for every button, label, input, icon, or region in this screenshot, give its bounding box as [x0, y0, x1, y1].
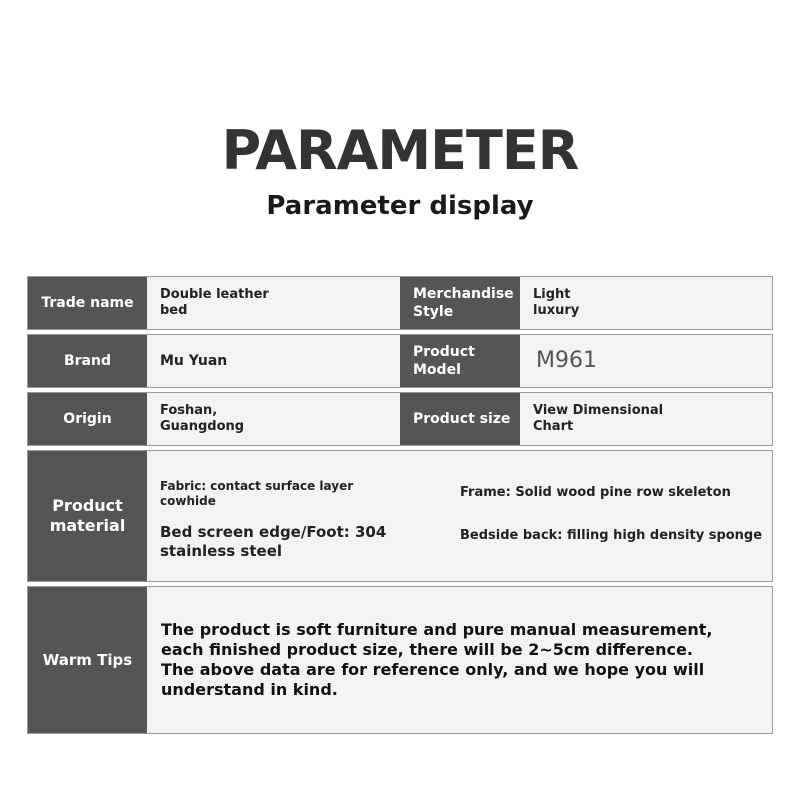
row-origin [27, 392, 773, 446]
row-warm-tips [27, 586, 773, 734]
row-brand [27, 334, 773, 388]
value-merchandise-style: Light luxury [520, 277, 772, 329]
value-product-size: View Dimensional Chart [520, 393, 772, 445]
value-trade-name: Double leather bed [147, 277, 400, 329]
row-product-material [27, 450, 773, 582]
label-product-size: Product size [400, 393, 520, 445]
label-warm-tips: Warm Tips [28, 587, 147, 733]
value-brand: Mu Yuan [147, 335, 400, 387]
value-origin: Foshan, Guangdong [147, 393, 400, 445]
label-product-material: Product material [28, 451, 147, 581]
label-product-model: Product Model [400, 335, 520, 387]
material-bed-screen: Bed screen edge/Foot: 304 stainless steel [160, 523, 387, 560]
row-trade-name [27, 276, 773, 330]
page-title: PARAMETER [221, 119, 579, 182]
material-fabric: Fabric: contact surface layer cowhide [160, 479, 354, 508]
material-bedside: Bedside back: filling high density sponge [460, 528, 763, 543]
label-origin: Origin [28, 393, 147, 445]
material-frame: Frame: Solid wood pine row skeleton [460, 485, 731, 500]
material-details [147, 451, 772, 581]
page-subtitle: Parameter display [266, 191, 534, 221]
label-merchandise-style: Merchandise Style [400, 277, 520, 329]
warm-tips-text: The product is soft furniture and pure manual measurement, each finished product size, there will be 2~5cm difference. The above data are for reference only, and we hope you will understand in kind. [161, 620, 713, 699]
value-product-model: M961 [520, 335, 772, 387]
label-trade-name: Trade name [28, 277, 147, 329]
label-brand: Brand [28, 335, 147, 387]
